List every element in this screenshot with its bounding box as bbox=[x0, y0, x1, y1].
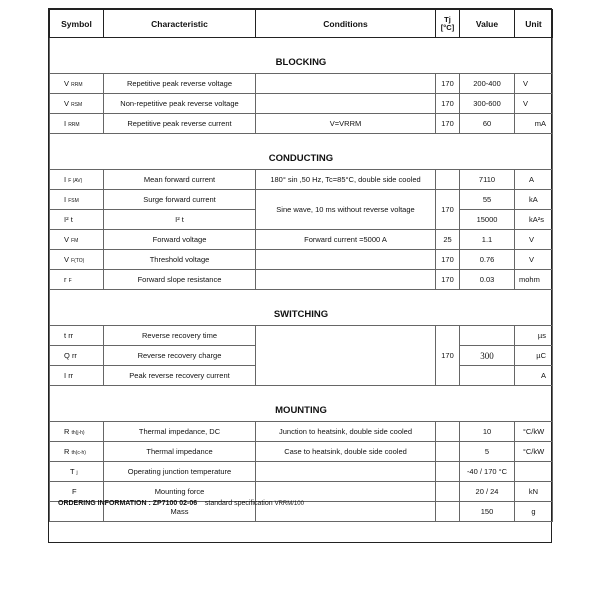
section-blocking bbox=[50, 38, 553, 74]
ordering-spec-suffix: VRRM/100 bbox=[274, 501, 304, 507]
tj-cell bbox=[436, 442, 460, 462]
table-row bbox=[50, 94, 553, 114]
value-cell: 55 bbox=[460, 190, 515, 210]
conditions-cell bbox=[256, 270, 436, 290]
unit-cell: mA bbox=[515, 114, 553, 134]
characteristic-cell: Forward slope resistance bbox=[104, 270, 256, 290]
symbol-cell: V RSM bbox=[50, 94, 104, 114]
characteristic-cell: Surge forward current bbox=[104, 190, 256, 210]
table-row bbox=[50, 422, 553, 442]
header-tj bbox=[436, 10, 460, 38]
header-tj-line2: [°C] bbox=[440, 22, 455, 32]
unit-cell: A bbox=[515, 170, 553, 190]
tj-cell bbox=[436, 482, 460, 502]
table-row bbox=[50, 230, 553, 250]
table-row bbox=[50, 190, 553, 210]
conditions-cell bbox=[256, 462, 436, 482]
conditions-cell: Sine wave, 10 ms without reverse voltage bbox=[256, 190, 436, 230]
unit-cell: µC bbox=[515, 346, 553, 366]
characteristic-cell: Mean forward current bbox=[104, 170, 256, 190]
unit-cell: kA bbox=[515, 190, 553, 210]
characteristic-cell: Peak reverse recovery current bbox=[104, 366, 256, 386]
conditions-cell: Forward current =5000 A bbox=[256, 230, 436, 250]
characteristics-table bbox=[49, 9, 553, 522]
table-row bbox=[50, 270, 553, 290]
section-mounting bbox=[50, 386, 553, 422]
symbol-cell: R th(j-h) bbox=[50, 422, 104, 442]
conditions-cell bbox=[256, 250, 436, 270]
conditions-cell: Case to heatsink, double side cooled bbox=[256, 442, 436, 462]
tj-cell bbox=[436, 502, 460, 522]
unit-cell: V bbox=[515, 74, 553, 94]
unit-cell bbox=[515, 462, 553, 482]
value-cell: 60 bbox=[460, 114, 515, 134]
ordering-spec: standard specification bbox=[204, 500, 273, 507]
header-conditions: Conditions bbox=[256, 10, 436, 38]
section-title: MOUNTING bbox=[50, 386, 553, 422]
value-cell: 0.03 bbox=[460, 270, 515, 290]
value-cell: -40 / 170 °C bbox=[460, 462, 515, 482]
unit-cell: °C/kW bbox=[515, 422, 553, 442]
value-cell: 10 bbox=[460, 422, 515, 442]
symbol-cell: I rr bbox=[50, 366, 104, 386]
unit-cell: V bbox=[515, 230, 553, 250]
tj-cell: 170 bbox=[436, 114, 460, 134]
tj-cell: 170 bbox=[436, 326, 460, 386]
value-cell: 150 bbox=[460, 502, 515, 522]
tj-cell: 170 bbox=[436, 270, 460, 290]
characteristic-cell: Repetitive peak reverse voltage bbox=[104, 74, 256, 94]
conditions-cell bbox=[256, 94, 436, 114]
symbol-cell: R th(c-h) bbox=[50, 442, 104, 462]
unit-cell: µs bbox=[515, 326, 553, 346]
value-cell: 5 bbox=[460, 442, 515, 462]
value-cell: 0.76 bbox=[460, 250, 515, 270]
header-value: Value bbox=[460, 10, 515, 38]
header-characteristic: Characteristic bbox=[104, 10, 256, 38]
characteristic-cell: I² t bbox=[104, 210, 256, 230]
conditions-cell bbox=[256, 482, 436, 502]
unit-cell: g bbox=[515, 502, 553, 522]
symbol-cell: I RRM bbox=[50, 114, 104, 134]
value-cell: 200-400 bbox=[460, 74, 515, 94]
header-tj-line1: Tj bbox=[444, 14, 451, 24]
tj-cell bbox=[436, 422, 460, 442]
value-cell bbox=[460, 326, 515, 346]
ordering-label: ORDERING INFORMATION : ZP7100 02-06 bbox=[58, 500, 198, 507]
tj-cell: 170 bbox=[436, 190, 460, 230]
symbol-cell: I² t bbox=[50, 210, 104, 230]
characteristic-cell: Threshold voltage bbox=[104, 250, 256, 270]
characteristic-cell: Thermal impedance bbox=[104, 442, 256, 462]
tj-cell bbox=[436, 462, 460, 482]
table-row bbox=[50, 482, 553, 502]
section-title: SWITCHING bbox=[50, 290, 553, 326]
tj-cell: 170 bbox=[436, 74, 460, 94]
unit-cell: kA²s bbox=[515, 210, 553, 230]
unit-cell: V bbox=[515, 94, 553, 114]
characteristic-cell: Mounting force bbox=[104, 482, 256, 502]
symbol-cell: r F bbox=[50, 270, 104, 290]
symbol-cell: I F (AV) bbox=[50, 170, 104, 190]
value-cell bbox=[460, 366, 515, 386]
section-title: CONDUCTING bbox=[50, 134, 553, 170]
characteristic-cell: Reverse recovery time bbox=[104, 326, 256, 346]
table-row bbox=[50, 250, 553, 270]
unit-cell: °C/kW bbox=[515, 442, 553, 462]
symbol-cell: V RRM bbox=[50, 74, 104, 94]
value-cell: 300 bbox=[460, 346, 515, 366]
conditions-cell: 180° sin ,50 Hz, Tc=85°C, double side cooled bbox=[256, 170, 436, 190]
value-cell: 20 / 24 bbox=[460, 482, 515, 502]
tj-cell: 170 bbox=[436, 250, 460, 270]
header-unit: Unit bbox=[515, 10, 553, 38]
table-row bbox=[50, 462, 553, 482]
value-cell: 1.1 bbox=[460, 230, 515, 250]
header-symbol: Symbol bbox=[50, 10, 104, 38]
symbol-cell: t rr bbox=[50, 326, 104, 346]
header-row bbox=[50, 10, 553, 38]
conditions-cell: Junction to heatsink, double side cooled bbox=[256, 422, 436, 442]
value-cell: 7110 bbox=[460, 170, 515, 190]
conditions-cell: V=VRRM bbox=[256, 114, 436, 134]
value-cell: 300-600 bbox=[460, 94, 515, 114]
characteristic-cell: Operating junction temperature bbox=[104, 462, 256, 482]
value-cell: 15000 bbox=[460, 210, 515, 230]
characteristic-cell: Mass bbox=[104, 502, 256, 522]
datasheet-table-frame bbox=[48, 8, 552, 543]
unit-cell: mohm bbox=[515, 270, 553, 290]
tj-cell bbox=[436, 170, 460, 190]
symbol-cell: F bbox=[50, 482, 104, 502]
conditions-cell bbox=[256, 74, 436, 94]
characteristic-cell: Forward voltage bbox=[104, 230, 256, 250]
characteristic-cell: Non-repetitive peak reverse voltage bbox=[104, 94, 256, 114]
section-title: BLOCKING bbox=[50, 38, 553, 74]
unit-cell: A bbox=[515, 366, 553, 386]
ordering-information bbox=[58, 500, 304, 507]
table-row bbox=[50, 442, 553, 462]
symbol-cell: V F(TO) bbox=[50, 250, 104, 270]
symbol-cell: V FM bbox=[50, 230, 104, 250]
characteristic-cell: Thermal impedance, DC bbox=[104, 422, 256, 442]
conditions-cell bbox=[256, 326, 436, 386]
unit-cell: V bbox=[515, 250, 553, 270]
section-conducting bbox=[50, 134, 553, 170]
table-row bbox=[50, 114, 553, 134]
symbol-cell: Q rr bbox=[50, 346, 104, 366]
symbol-cell: I FSM bbox=[50, 190, 104, 210]
symbol-cell: T j bbox=[50, 462, 104, 482]
characteristic-cell: Reverse recovery charge bbox=[104, 346, 256, 366]
characteristic-cell: Repetitive peak reverse current bbox=[104, 114, 256, 134]
tj-cell: 170 bbox=[436, 94, 460, 114]
table-row bbox=[50, 170, 553, 190]
section-switching bbox=[50, 290, 553, 326]
unit-cell: kN bbox=[515, 482, 553, 502]
table-row bbox=[50, 74, 553, 94]
table-row bbox=[50, 326, 553, 346]
tj-cell: 25 bbox=[436, 230, 460, 250]
